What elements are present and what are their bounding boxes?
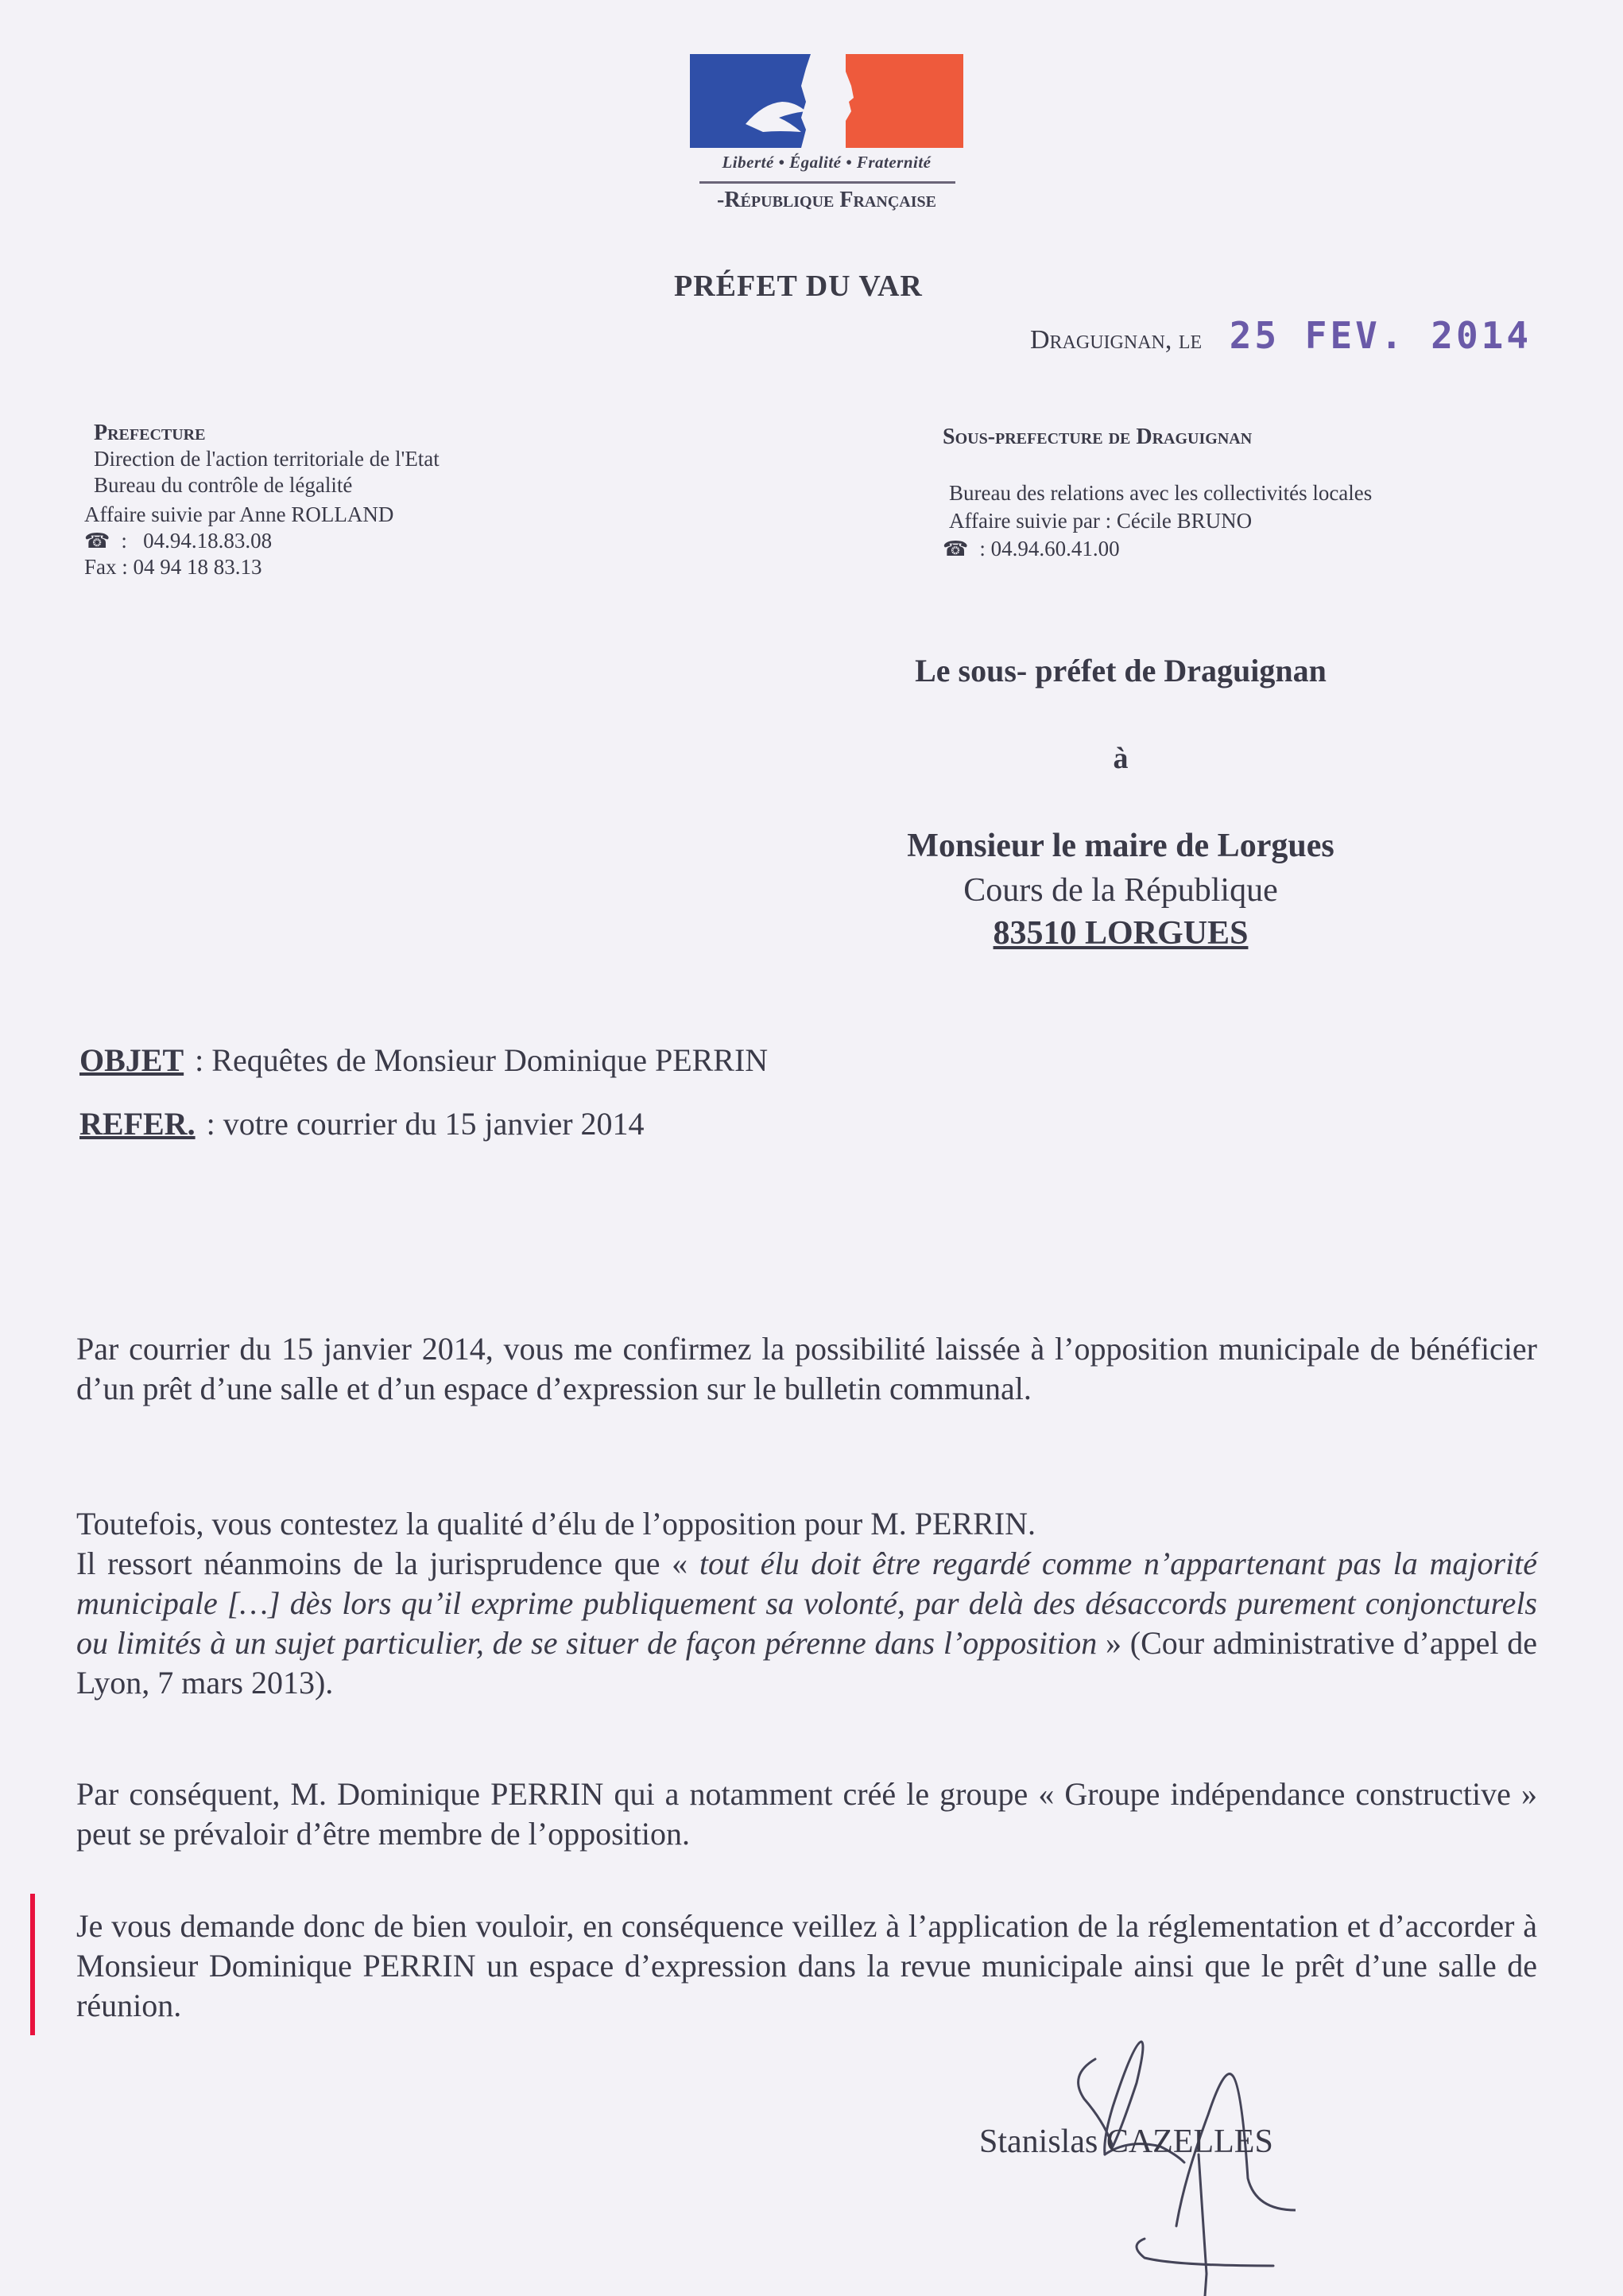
date-stamp: 25 FEV. 2014 <box>1229 314 1532 357</box>
objet-line <box>79 1041 768 1079</box>
signatory-name: Stanislas CAZELLES <box>979 2123 1273 2160</box>
prefecture-direction: Direction de l'action territoriale de l'Etat <box>94 447 440 471</box>
republique-francaise-logo <box>690 54 963 223</box>
refer-label: REFER. <box>79 1106 196 1142</box>
prefecture-phone: : 04.94.18.83.08 <box>121 529 273 553</box>
sous-prefecture-phone: : 04.94.60.41.00 <box>979 537 1120 560</box>
sous-prefecture-followed-by: Affaire suivie par : Cécile BRUNO <box>949 509 1253 533</box>
sous-prefecture-block <box>943 423 1372 563</box>
refer-value: : votre courrier du 15 janvier 2014 <box>206 1106 645 1142</box>
logo-motto: Liberté • Égalité • Fraternité <box>722 153 932 172</box>
logo-divider <box>699 181 955 184</box>
prefecture-bureau: Bureau du contrôle de légalité <box>94 473 353 497</box>
phone-icon: ☎ <box>943 537 969 560</box>
sous-prefecture-org: Sous-prefecture de Draguignan <box>943 425 1253 449</box>
prefecture-followed-by: Affaire suivie par Anne ROLLAND <box>84 502 394 526</box>
logo-republic-text: -République Française <box>717 188 936 212</box>
addressee-zip-city: 83510 LORGUES <box>993 915 1249 952</box>
margin-highlight-mark <box>30 1894 35 2035</box>
prefecture-block <box>84 420 440 580</box>
prefecture-org: Prefecture <box>94 421 206 445</box>
quote-intro: Il ressort néanmoins de la jurisprudence que « <box>76 1546 699 1581</box>
paragraph-2-line-1: Toutefois, vous contestez la qualité d’élu de l’opposition pour M. PERRIN. <box>76 1506 1036 1542</box>
issuer-title: PRÉFET DU VAR <box>674 270 923 303</box>
objet-label: OBJET <box>79 1042 184 1078</box>
body-paragraph-4: Je vous demande donc de bien vouloir, en conséquence veillez à l’application de la réglementation et d’accorder à Monsieur Dominique PERRIN un espace d’expression dans la revue municipale ainsi que le prêt d’une salle de réunion. <box>76 1908 1537 2023</box>
addressee-name: Monsieur le maire de Lorgues <box>907 828 1334 864</box>
sous-prefecture-phone-line <box>943 535 1372 563</box>
addressee-street: Cours de la République <box>963 872 1278 909</box>
sous-prefecture-bureau: Bureau des relations avec les collectivités locales <box>949 481 1373 505</box>
body-paragraph-2 <box>76 1504 1537 1703</box>
marianne-flag-icon <box>690 54 963 148</box>
sender-title: Le sous- préfet de Draguignan <box>915 653 1327 688</box>
body-paragraph-3: Par conséquent, M. Dominique PERRIN qui a notamment créé le groupe « Groupe indépendance constructive » peut se prévaloir d’être membre de l’opposition. <box>76 1776 1537 1852</box>
prefecture-fax: Fax : 04 94 18 83.13 <box>84 555 262 579</box>
refer-line <box>79 1105 645 1142</box>
phone-icon: ☎ <box>84 529 110 553</box>
recipient-preposition: à <box>1113 742 1129 775</box>
jurisprudence-quote-block <box>76 1544 1537 1703</box>
date-line <box>1030 314 1532 357</box>
prefecture-phone-line <box>84 528 440 554</box>
body-paragraph-1: Par courrier du 15 janvier 2014, vous me confirmez la possibilité laissée à l’opposition municipale de bénéficier d’un prêt d’une salle et d’un espace d’expression sur le bulletin communal. <box>76 1331 1537 1406</box>
quote-text: tout élu doit être regardé comme n’appartenant pas la majorité municipale […] dès lors qu’il exprime publiquement sa volonté, par delà des désaccords purement conjoncturels ou limités à un sujet particulier, de se situer de façon pérenne dans l’opposition <box>76 1546 1537 1661</box>
quote-citation: » (Cour administrative d’appel de Lyon, 7 mars 2013). <box>76 1625 1537 1701</box>
objet-value: : Requêtes de Monsieur Dominique PERRIN <box>195 1042 769 1078</box>
city-label: Draguignan, le <box>1030 325 1203 355</box>
